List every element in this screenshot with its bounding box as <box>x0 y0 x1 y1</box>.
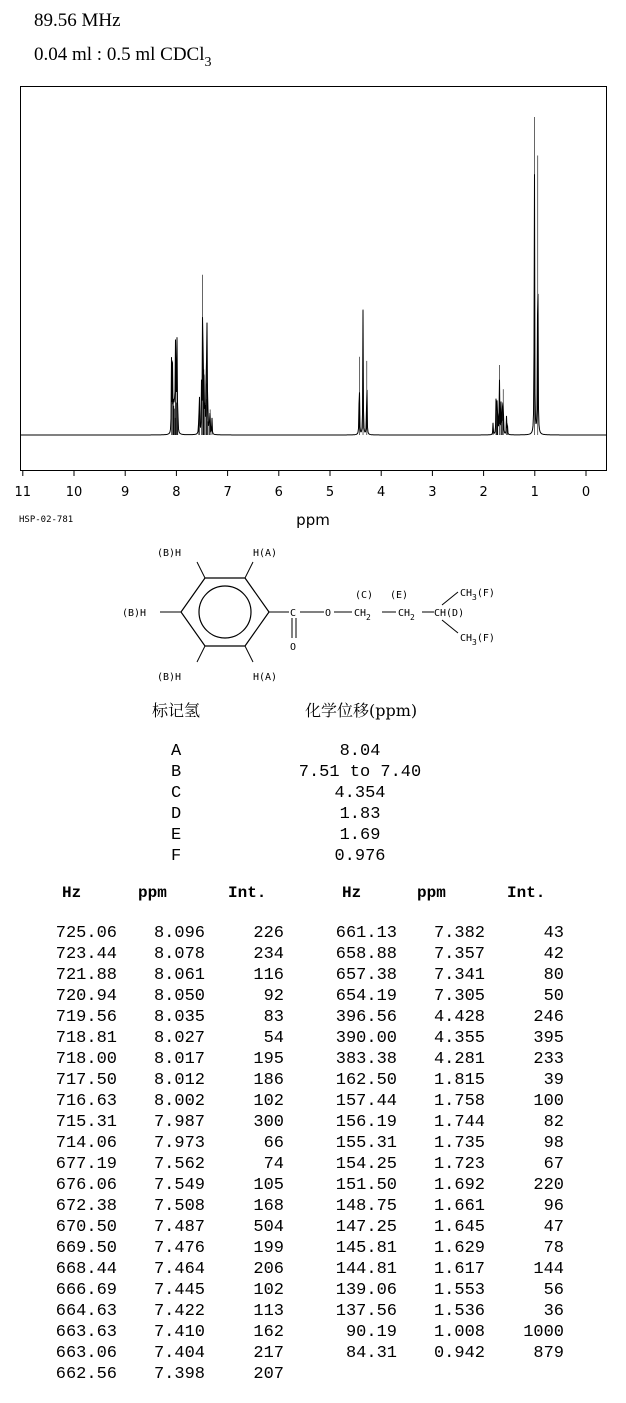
peak-hz: 383.38 <box>335 1050 397 1069</box>
peak-hz: 663.06 <box>55 1344 117 1363</box>
peak-intensity: 186 <box>253 1071 284 1090</box>
peak-ppm: 8.017 <box>153 1050 205 1069</box>
x-tick-label: 2 <box>479 485 488 500</box>
peak-intensity: 102 <box>253 1092 284 1111</box>
peak-table-row <box>0 1155 300 1176</box>
peak-table-row <box>280 1281 580 1302</box>
peak-ppm: 1.553 <box>433 1281 485 1300</box>
peak-table-row <box>280 1155 580 1176</box>
peak-header-ppm-left: ppm <box>138 884 167 902</box>
peak-intensity: 80 <box>543 966 564 985</box>
ch3-top-group <box>460 588 495 602</box>
peak-intensity: 195 <box>253 1050 284 1069</box>
peak-ppm: 8.061 <box>153 966 205 985</box>
bond-ch-ch3-bottom <box>442 620 458 633</box>
x-axis-label: ppm <box>296 511 330 529</box>
peak-ppm: 8.050 <box>153 987 205 1006</box>
assignment-hydrogen: B <box>171 763 182 782</box>
peak-intensity: 144 <box>533 1260 564 1279</box>
x-tick-label: 10 <box>65 485 83 500</box>
peak-hz: 90.19 <box>345 1323 397 1342</box>
peak-header-int-right: Int. <box>507 884 546 902</box>
spectrum-trace <box>21 174 606 435</box>
peak-intensity: 168 <box>253 1197 284 1216</box>
peak-ppm: 7.508 <box>153 1197 205 1216</box>
peak-intensity: 92 <box>263 987 284 1006</box>
peak-marks <box>171 117 537 435</box>
peak-hz: 670.50 <box>55 1218 117 1237</box>
ch3-bottom-label: (F) <box>476 633 495 644</box>
peak-intensity: 83 <box>263 1008 284 1027</box>
x-axis-tick-labels <box>15 485 591 500</box>
peak-table-row <box>0 1092 300 1113</box>
peak-intensity: 233 <box>533 1050 564 1069</box>
peak-table-row <box>0 1323 300 1344</box>
sample-text: 0.04 ml : 0.5 ml CDCl <box>34 44 205 65</box>
peak-table-row <box>280 1344 580 1365</box>
bond-bh-bottom <box>197 646 205 662</box>
bond-ha-bottom <box>245 646 253 662</box>
peak-ppm: 1.735 <box>433 1134 485 1153</box>
peak-hz: 723.44 <box>55 945 117 964</box>
bond-bh-top <box>197 562 205 578</box>
e-group-label: (E) <box>390 590 409 601</box>
peak-hz: 668.44 <box>55 1260 117 1279</box>
peak-ppm: 7.404 <box>153 1344 205 1363</box>
assignment-shift: 7.51 to 7.40 <box>298 763 422 782</box>
peak-table-row <box>280 1239 580 1260</box>
x-tick-label: 7 <box>223 485 232 500</box>
x-tick-label: 11 <box>14 485 32 500</box>
peak-hz: 147.25 <box>335 1218 397 1237</box>
peak-table-row <box>0 1050 300 1071</box>
peak-intensity: 217 <box>253 1344 284 1363</box>
peak-intensity: 879 <box>533 1344 564 1363</box>
peak-hz: 661.13 <box>335 924 397 943</box>
peak-table-row <box>280 924 580 945</box>
peak-hz: 155.31 <box>335 1134 397 1153</box>
peak-hz: 716.63 <box>55 1092 117 1111</box>
peak-intensity: 207 <box>253 1365 284 1384</box>
peak-hz: 666.69 <box>55 1281 117 1300</box>
peak-hz: 718.81 <box>55 1029 117 1048</box>
peak-intensity: 47 <box>543 1218 564 1237</box>
peak-ppm: 8.096 <box>153 924 205 943</box>
carbonyl-oxygen: O <box>290 642 297 653</box>
peak-intensity: 246 <box>533 1008 564 1027</box>
assignment-shift-header: 化学位移(ppm) <box>305 701 418 720</box>
peak-ppm: 1.692 <box>433 1176 485 1195</box>
peak-header-int-left: Int. <box>228 884 267 902</box>
peak-ppm: 1.661 <box>433 1197 485 1216</box>
peak-intensity: 74 <box>263 1155 284 1174</box>
peak-table-row <box>0 1239 300 1260</box>
peak-intensity: 67 <box>543 1155 564 1174</box>
peak-table-row <box>0 1281 300 1302</box>
peak-header-hz-right: Hz <box>342 884 362 902</box>
ch2-c-subscript: 2 <box>366 613 371 622</box>
peak-table-row <box>0 966 300 987</box>
peak-intensity: 98 <box>543 1134 564 1153</box>
peak-intensity: 42 <box>543 945 564 964</box>
peak-table-row <box>280 1260 580 1281</box>
carbonyl-carbon: C <box>290 608 297 619</box>
peak-hz: 718.00 <box>55 1050 117 1069</box>
peak-intensity: 1000 <box>523 1323 564 1342</box>
peak-intensity: 504 <box>253 1218 284 1237</box>
assignment-row <box>0 742 626 763</box>
peak-hz: 84.31 <box>345 1344 397 1363</box>
peak-ppm: 8.027 <box>153 1029 205 1048</box>
peak-table-row <box>0 1113 300 1134</box>
ch3-top-subscript: 3 <box>472 593 477 602</box>
nmr-spectrum-chart <box>0 80 626 530</box>
peak-ppm: 7.382 <box>433 924 485 943</box>
peak-header-hz-left: Hz <box>62 884 82 902</box>
peak-table-row <box>280 987 580 1008</box>
peak-table-row <box>280 1071 580 1092</box>
x-tick-label: 6 <box>274 485 283 500</box>
peak-table-row <box>0 987 300 1008</box>
peak-ppm: 1.744 <box>433 1113 485 1132</box>
peak-table-row <box>0 924 300 945</box>
bh-bottom-label: (B)H <box>157 672 182 683</box>
peak-hz: 677.19 <box>55 1155 117 1174</box>
peak-intensity: 56 <box>543 1281 564 1300</box>
peak-intensity: 43 <box>543 924 564 943</box>
assignment-shift: 0.976 <box>334 847 386 866</box>
peak-hz: 657.38 <box>335 966 397 985</box>
assignment-shift: 4.354 <box>334 784 386 803</box>
peak-ppm: 4.428 <box>433 1008 485 1027</box>
peak-hz: 151.50 <box>335 1176 397 1195</box>
x-tick-label: 5 <box>325 485 335 500</box>
assignment-shift: 8.04 <box>339 742 381 761</box>
peak-table-row <box>0 945 300 966</box>
peak-table-row <box>0 1197 300 1218</box>
peak-ppm: 7.341 <box>433 966 485 985</box>
assignment-hydrogen: D <box>171 805 182 824</box>
peak-hz: 654.19 <box>335 987 397 1006</box>
peak-ppm: 4.355 <box>433 1029 485 1048</box>
ha-bottom-label: H(A) <box>253 672 278 683</box>
peak-intensity: 102 <box>253 1281 284 1300</box>
peak-table-row <box>280 1176 580 1197</box>
peak-hz: 162.50 <box>335 1071 397 1090</box>
peak-intensity: 220 <box>533 1176 564 1195</box>
peak-ppm: 7.549 <box>153 1176 205 1195</box>
ha-top-label: H(A) <box>253 548 278 559</box>
peak-ppm: 7.445 <box>153 1281 205 1300</box>
x-tick-label: 3 <box>428 485 437 500</box>
ch2-c-group <box>354 608 371 622</box>
peak-intensity: 82 <box>543 1113 564 1132</box>
peak-intensity: 199 <box>253 1239 284 1258</box>
x-tick-label: 1 <box>530 485 539 500</box>
peak-ppm: 7.987 <box>153 1113 205 1132</box>
peak-ppm: 1.815 <box>433 1071 485 1090</box>
peak-intensity: 113 <box>253 1302 284 1321</box>
peak-ppm: 0.942 <box>433 1344 485 1363</box>
peak-ppm: 8.078 <box>153 945 205 964</box>
aromatic-circle <box>199 586 251 638</box>
ester-oxygen: O <box>325 608 332 619</box>
peak-intensity: 100 <box>533 1092 564 1111</box>
ch-d-group: CH(D) <box>434 608 465 619</box>
peak-ppm: 1.008 <box>433 1323 485 1342</box>
peak-intensity: 226 <box>253 924 284 943</box>
peak-hz: 672.38 <box>55 1197 117 1216</box>
peak-hz: 676.06 <box>55 1176 117 1195</box>
peak-hz: 157.44 <box>335 1092 397 1111</box>
peak-table-row <box>280 1218 580 1239</box>
peak-ppm: 7.398 <box>153 1365 205 1384</box>
peak-hz: 144.81 <box>335 1260 397 1279</box>
peak-table-row <box>0 1176 300 1197</box>
assignment-row <box>0 805 626 826</box>
peak-hz: 717.50 <box>55 1071 117 1090</box>
peak-hz: 662.56 <box>55 1365 117 1384</box>
peak-hz: 719.56 <box>55 1008 117 1027</box>
peak-intensity: 96 <box>543 1197 564 1216</box>
peak-ppm: 1.617 <box>433 1260 485 1279</box>
assignment-row <box>0 763 626 784</box>
peak-table-row <box>280 1029 580 1050</box>
peak-ppm: 4.281 <box>433 1050 485 1069</box>
peak-table-row <box>0 1302 300 1323</box>
peak-intensity: 234 <box>253 945 284 964</box>
ch3-top-text: CH <box>460 588 473 599</box>
frequency-label: 89.56 MHz <box>34 10 121 31</box>
peak-ppm: 7.357 <box>433 945 485 964</box>
assignment-hydrogen: A <box>171 742 182 761</box>
peak-hz: 669.50 <box>55 1239 117 1258</box>
peak-hz: 137.56 <box>335 1302 397 1321</box>
peak-ppm: 8.035 <box>153 1008 205 1027</box>
peak-intensity: 36 <box>543 1302 564 1321</box>
peak-hz: 720.94 <box>55 987 117 1006</box>
assignment-hydrogen: E <box>171 826 182 845</box>
sample-label <box>34 44 212 71</box>
peak-hz: 658.88 <box>335 945 397 964</box>
peak-table-row <box>0 1134 300 1155</box>
peak-hz: 721.88 <box>55 966 117 985</box>
peak-hz: 156.19 <box>335 1113 397 1132</box>
assignment-label-header: 标记氢 <box>152 701 201 720</box>
peak-table-row <box>0 1008 300 1029</box>
peak-ppm: 1.723 <box>433 1155 485 1174</box>
x-tick-label: 4 <box>377 485 386 500</box>
peak-ppm: 7.476 <box>153 1239 205 1258</box>
peak-hz: 148.75 <box>335 1197 397 1216</box>
peak-hz: 139.06 <box>335 1281 397 1300</box>
bh-top-label: (B)H <box>157 548 182 559</box>
peak-hz: 725.06 <box>55 924 117 943</box>
peak-intensity: 39 <box>543 1071 564 1090</box>
assignment-hydrogen: F <box>171 847 182 866</box>
peak-header-ppm-right: ppm <box>417 884 446 902</box>
peak-hz: 664.63 <box>55 1302 117 1321</box>
peak-hz: 390.00 <box>335 1029 397 1048</box>
x-tick-label: 9 <box>121 485 130 500</box>
benzene-ring <box>181 578 269 646</box>
peak-intensity: 395 <box>533 1029 564 1048</box>
peak-intensity: 162 <box>253 1323 284 1342</box>
peak-intensity: 54 <box>263 1029 284 1048</box>
plot-frame <box>21 87 607 471</box>
peak-table-row <box>0 1218 300 1239</box>
peak-intensity: 300 <box>253 1113 284 1132</box>
peak-table-row <box>280 966 580 987</box>
assignment-shift: 1.83 <box>339 805 381 824</box>
peak-ppm: 7.464 <box>153 1260 205 1279</box>
peak-intensity: 50 <box>543 987 564 1006</box>
ch2-e-group <box>398 608 415 622</box>
assignment-hydrogen: C <box>171 784 182 803</box>
peak-ppm: 7.305 <box>433 987 485 1006</box>
bond-ch-ch3-top <box>442 592 458 605</box>
ch3-top-label: (F) <box>476 588 495 599</box>
peak-table-row <box>280 1323 580 1344</box>
ch2-e-subscript: 2 <box>410 613 415 622</box>
peak-ppm: 7.410 <box>153 1323 205 1342</box>
peak-table-row <box>0 1344 300 1365</box>
peak-ppm: 7.562 <box>153 1155 205 1174</box>
peak-table-row <box>0 1365 300 1386</box>
spectrum-code: HSP-02-781 <box>19 515 74 525</box>
peak-intensity: 66 <box>263 1134 284 1153</box>
peak-ppm: 7.973 <box>153 1134 205 1153</box>
assignment-row <box>0 826 626 847</box>
ch3-bottom-text: CH <box>460 633 473 644</box>
molecule-structure <box>0 540 626 690</box>
assignment-row <box>0 847 626 868</box>
peak-table-row <box>0 1260 300 1281</box>
x-tick-label: 8 <box>172 485 181 500</box>
peak-table-row <box>280 1302 580 1323</box>
assignment-row <box>0 784 626 805</box>
sample-subscript: 3 <box>204 55 212 70</box>
ch2-c-text: CH <box>354 608 367 619</box>
ch2-e-text: CH <box>398 608 411 619</box>
peak-intensity: 206 <box>253 1260 284 1279</box>
peak-intensity: 78 <box>543 1239 564 1258</box>
c-group-label: (C) <box>355 590 374 601</box>
peak-ppm: 7.422 <box>153 1302 205 1321</box>
bond-ha-top <box>245 562 253 578</box>
peak-table-row <box>280 1113 580 1134</box>
peak-table-row <box>0 1029 300 1050</box>
peak-table-row <box>280 1050 580 1071</box>
peak-ppm: 7.487 <box>153 1218 205 1237</box>
peak-ppm: 1.645 <box>433 1218 485 1237</box>
peak-table-row <box>280 1008 580 1029</box>
peak-ppm: 1.536 <box>433 1302 485 1321</box>
peak-hz: 663.63 <box>55 1323 117 1342</box>
assignment-shift: 1.69 <box>339 826 381 845</box>
bh-left-label: (B)H <box>122 608 147 619</box>
peak-ppm: 8.002 <box>153 1092 205 1111</box>
peak-ppm: 1.629 <box>433 1239 485 1258</box>
ch3-bottom-group <box>460 633 495 647</box>
ch3-bottom-subscript: 3 <box>472 638 477 647</box>
peak-ppm: 8.012 <box>153 1071 205 1090</box>
peak-hz: 714.06 <box>55 1134 117 1153</box>
peak-intensity: 105 <box>253 1176 284 1195</box>
x-tick-label: 0 <box>581 485 591 500</box>
peak-table-row <box>280 1092 580 1113</box>
peak-table-row <box>280 1197 580 1218</box>
peak-table-row <box>280 1134 580 1155</box>
peak-table-row <box>280 945 580 966</box>
peak-ppm: 1.758 <box>433 1092 485 1111</box>
peak-table-row <box>0 1071 300 1092</box>
peak-hz: 154.25 <box>335 1155 397 1174</box>
peak-hz: 715.31 <box>55 1113 117 1132</box>
peak-hz: 396.56 <box>335 1008 397 1027</box>
peak-hz: 145.81 <box>335 1239 397 1258</box>
peak-intensity: 116 <box>253 966 284 985</box>
